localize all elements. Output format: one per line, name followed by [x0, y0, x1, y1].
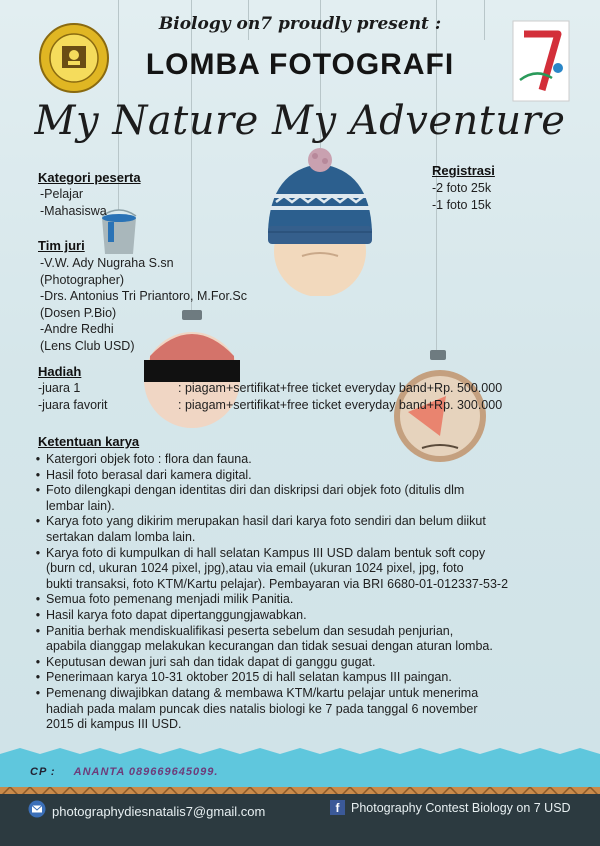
kategori-item: -Pelajar	[40, 187, 84, 201]
ketentuan-text: 2015 di kampus III USD.	[46, 717, 182, 732]
ketentuan-text: Panitia berhak mendiskualifikasi peserta sebelum dan sesudah penjurian,	[46, 623, 454, 638]
bullet-icon: •	[35, 483, 41, 498]
bullet-icon: •	[35, 654, 41, 669]
bullet-icon	[30, 530, 46, 546]
bullet-icon: •	[35, 452, 41, 466]
ketentuan-text: Hasil karya foto dapat dipertanggungjawabkan.	[46, 607, 307, 622]
facebook-icon: f	[330, 800, 345, 815]
juri-title: Tim juri	[38, 238, 85, 253]
ketentuan-item	[30, 655, 585, 671]
ketentuan-item	[30, 483, 585, 499]
bullet-icon	[30, 639, 46, 655]
bullet-icon: •	[35, 592, 41, 607]
bullet-icon	[30, 499, 46, 515]
ketentuan-item-continuation	[30, 702, 585, 718]
hadiah-label: -juara 1	[38, 381, 81, 395]
juri-line: -Drs. Antonius Tri Priantoro, M.For.Sc	[40, 289, 248, 303]
ketentuan-item	[30, 670, 585, 686]
bullet-icon: •	[35, 607, 41, 622]
juri-line: (Dosen P.Bio)	[40, 305, 117, 320]
hadiah-title: Hadiah	[38, 364, 82, 379]
facebook-block[interactable]	[330, 800, 571, 815]
ketentuan-text: Penerimaan karya 10-31 oktober 2015 di hall selatan kampus III paingan.	[46, 670, 452, 685]
ketentuan-item-continuation	[30, 639, 585, 655]
bullet-icon: •	[35, 514, 41, 529]
presenter-line: Biology on7 proudly present :	[158, 14, 442, 34]
kategori-item: -Mahasiswa	[40, 203, 107, 218]
ketentuan-text: Foto dilengkapi dengan identitas diri dan diskripsi dari objek foto (ditulis dlm	[46, 483, 465, 498]
facebook-text: Photography Contest Biology on 7 USD	[351, 800, 571, 815]
mail-icon	[28, 800, 46, 823]
hadiah-row	[38, 397, 590, 414]
ketentuan-text: Karya foto di kumpulkan di hall selatan Kampus III USD dalam bentuk soft copy	[46, 545, 486, 560]
ketentuan-text: bukti transaksi, foto KTM/Kartu pelajar). Pembayaran via BRI 6680-01-012337-53-2	[46, 576, 509, 591]
bullet-icon	[30, 561, 46, 577]
juri-line: (Lens Club USD)	[40, 338, 135, 353]
bullet-icon: •	[35, 685, 41, 700]
registrasi-list	[432, 180, 491, 213]
ketentuan-item-continuation	[30, 530, 585, 546]
bullet-icon	[30, 577, 46, 593]
ketentuan-list	[30, 452, 585, 733]
ketentuan-item	[30, 592, 585, 608]
ketentuan-item	[30, 452, 585, 468]
registrasi-title: Registrasi	[432, 163, 495, 178]
ketentuan-item-continuation	[30, 499, 585, 515]
ketentuan-text: apabila dianggap melakukan kecurangan dan tidak sesuai dengan aturan lomba.	[46, 639, 493, 654]
ketentuan-text: Pemenang diwajibkan datang & membawa KTM/kartu pelajar untuk menerima	[46, 685, 479, 700]
hadiah-label: -juara favorit	[38, 397, 108, 412]
ketentuan-text: Keputusan dewan juri sah dan tidak dapat di ganggu gugat.	[46, 654, 376, 669]
email-text: photographydiesnatalis7@gmail.com	[52, 804, 266, 819]
bullet-icon: •	[35, 467, 41, 482]
registrasi-item: -2 foto 25k	[432, 181, 492, 195]
ketentuan-text: (burn cd, ukuran 1024 pixel, jpg),atau via email (ukuran 1024 pixel, jpg, foto	[46, 561, 464, 576]
ketentuan-text: hadiah pada malam puncak dies natalis biologi ke 7 pada tanggal 6 november	[46, 701, 478, 716]
contact-label: CP :	[30, 766, 56, 778]
ketentuan-item	[30, 468, 585, 484]
knit-hat-ornament	[262, 146, 378, 296]
email-block[interactable]	[28, 800, 265, 823]
hadiah-prize: : piagam+sertifikat+free ticket everyday band+Rp. 300.000	[178, 397, 503, 412]
juri-line: (Photographer)	[40, 272, 125, 287]
ketentuan-title: Ketentuan karya	[38, 434, 140, 449]
kategori-title: Kategori peserta	[38, 170, 141, 185]
ketentuan-item-continuation	[30, 577, 585, 593]
ketentuan-text: sertakan dalam lomba lain.	[46, 529, 196, 544]
ketentuan-text: lembar lain).	[46, 498, 115, 513]
ketentuan-item-continuation	[30, 561, 585, 577]
contact-person	[30, 766, 218, 778]
ketentuan-text: Semua foto pemenang menjadi milik Panitia.	[46, 592, 294, 607]
bullet-icon: •	[35, 623, 41, 638]
event-title: LOMBA FOTOGRAFI	[145, 48, 455, 81]
ketentuan-text: Hasil foto berasal dari kamera digital.	[46, 467, 252, 482]
bullet-icon: •	[35, 545, 41, 560]
hadiah-prize: : piagam+sertifikat+free ticket everyday band+Rp. 500.000	[178, 381, 503, 395]
bullet-icon: •	[35, 670, 41, 685]
hadiah-row	[38, 380, 590, 397]
ketentuan-item-continuation	[30, 717, 585, 733]
juri-list	[40, 255, 247, 354]
kategori-list	[40, 186, 107, 219]
ketentuan-item	[30, 608, 585, 624]
juri-line: -Andre Redhi	[40, 322, 114, 336]
theme-title: My Nature My Adventure	[34, 98, 566, 144]
contact-value: ANANTA 089669645099.	[73, 766, 219, 778]
juri-line: -V.W. Ady Nugraha S.sn	[40, 256, 174, 270]
ketentuan-item	[30, 546, 585, 562]
ketentuan-item	[30, 686, 585, 702]
hadiah-table	[38, 380, 590, 413]
ketentuan-text: Karya foto yang dikirim merupakan hasil dari karya foto sendiri dan belum diikut	[46, 514, 486, 529]
footer-pattern	[0, 784, 600, 794]
bullet-icon	[30, 717, 46, 733]
ketentuan-item	[30, 514, 585, 530]
ketentuan-text: Katergori objek foto : flora dan fauna.	[46, 452, 252, 466]
bullet-icon	[30, 702, 46, 718]
registrasi-item: -1 foto 15k	[432, 197, 492, 212]
ketentuan-item	[30, 624, 585, 640]
